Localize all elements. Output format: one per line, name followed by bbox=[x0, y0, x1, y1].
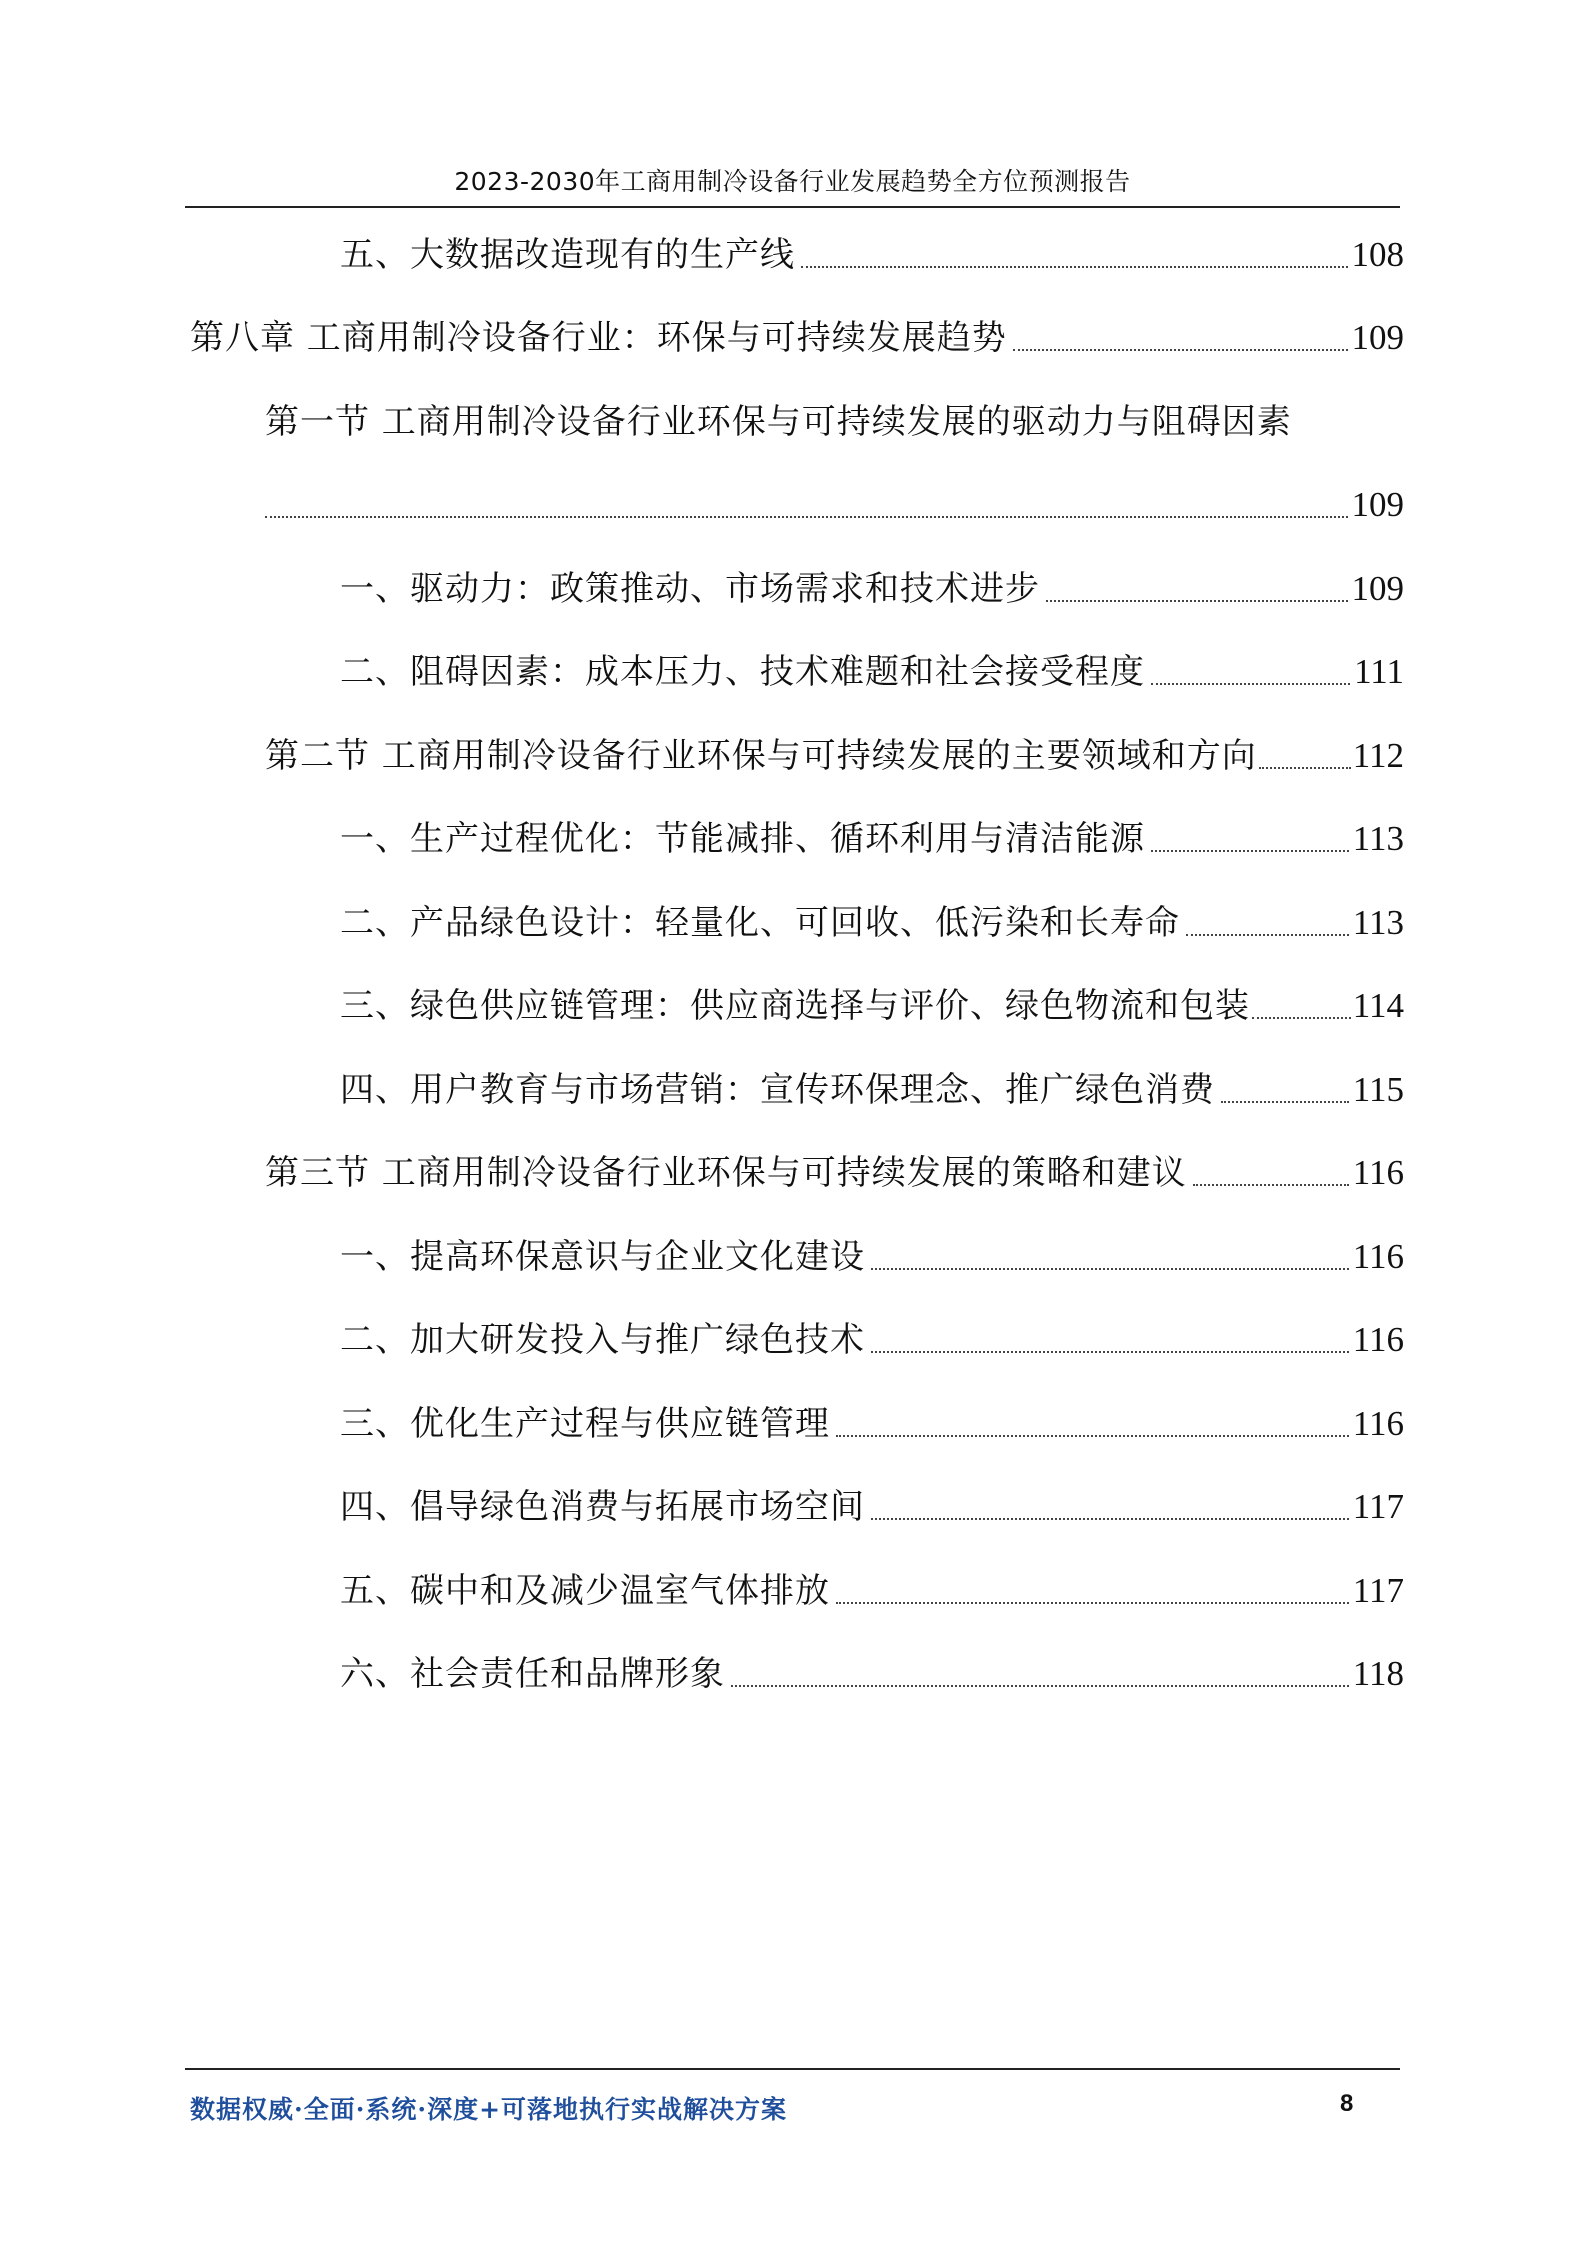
toc-entry[interactable] bbox=[340, 1399, 1404, 1449]
toc-section-entry-continuation[interactable] bbox=[265, 480, 1404, 530]
toc-entry-page: 116 bbox=[1352, 1153, 1404, 1192]
toc-entry-page: 109 bbox=[1351, 569, 1404, 608]
toc-entry[interactable] bbox=[340, 647, 1404, 697]
toc-entry-label: 第三节 工商用制冷设备行业环保与可持续发展的策略和建议 bbox=[265, 1153, 1187, 1193]
toc-entry-page: 116 bbox=[1352, 1237, 1404, 1276]
toc-entry[interactable] bbox=[340, 1649, 1404, 1699]
toc-entry-page: 118 bbox=[1352, 1654, 1404, 1693]
toc-entry-label: 第八章 工商用制冷设备行业：环保与可持续发展趋势 bbox=[190, 318, 1007, 358]
toc-chapter-entry[interactable] bbox=[190, 313, 1404, 363]
toc-entry[interactable] bbox=[340, 1482, 1404, 1532]
toc-section-entry[interactable] bbox=[265, 731, 1404, 781]
toc-dot-leader bbox=[801, 266, 1348, 268]
toc-entry-label: 一、生产过程优化：节能减排、循环利用与清洁能源 bbox=[340, 819, 1145, 859]
toc-dot-leader bbox=[731, 1685, 1349, 1687]
toc-dot-leader bbox=[871, 1351, 1349, 1353]
toc-entry-page: 116 bbox=[1352, 1404, 1404, 1443]
toc-entry-label: 五、大数据改造现有的生产线 bbox=[340, 235, 795, 275]
toc-entry[interactable] bbox=[340, 1315, 1404, 1365]
toc-entry-label: 四、用户教育与市场营销：宣传环保理念、推广绿色消费 bbox=[340, 1070, 1215, 1110]
toc-entry-label: 第二节 工商用制冷设备行业环保与可持续发展的主要领域和方向 bbox=[265, 736, 1257, 776]
toc-dot-leader bbox=[1151, 683, 1350, 685]
document-header-title: 2023-2030年工商用制冷设备行业发展趋势全方位预测报告 bbox=[454, 167, 1131, 196]
toc-entry-page: 117 bbox=[1352, 1487, 1404, 1526]
toc-dot-leader bbox=[1013, 349, 1348, 351]
toc-entry[interactable] bbox=[340, 814, 1404, 864]
toc-dot-leader bbox=[1221, 1101, 1349, 1103]
toc-entry-label: 二、加大研发投入与推广绿色技术 bbox=[340, 1320, 865, 1360]
toc-entry-page: 117 bbox=[1352, 1571, 1404, 1610]
toc-entry[interactable] bbox=[340, 1566, 1404, 1616]
toc-entry[interactable] bbox=[340, 564, 1404, 614]
toc-entry-page: 114 bbox=[1352, 986, 1404, 1025]
toc-entry-label: 三、绿色供应链管理：供应商选择与评价、绿色物流和包装 bbox=[340, 986, 1250, 1026]
toc-entry-page: 115 bbox=[1352, 1070, 1404, 1109]
toc-dot-leader bbox=[871, 1268, 1349, 1270]
toc-dot-leader bbox=[1252, 1017, 1351, 1019]
toc-dot-leader bbox=[1186, 934, 1349, 936]
toc-entry-page: 116 bbox=[1352, 1320, 1404, 1359]
toc-section-entry-label[interactable]: 第一节 工商用制冷设备行业环保与可持续发展的驱动力与阻碍因素 bbox=[265, 402, 1292, 442]
toc-dot-leader bbox=[265, 516, 1348, 518]
toc-dot-leader bbox=[871, 1518, 1349, 1520]
toc-entry-page: 113 bbox=[1352, 819, 1404, 858]
footer-page-number: 8 bbox=[1340, 2090, 1354, 2117]
toc-entry-label: 三、优化生产过程与供应链管理 bbox=[340, 1404, 830, 1444]
toc-dot-leader bbox=[1259, 767, 1351, 769]
toc-dot-leader bbox=[1193, 1184, 1349, 1186]
toc-entry-label: 五、碳中和及减少温室气体排放 bbox=[340, 1571, 830, 1611]
toc-entry-label: 二、产品绿色设计：轻量化、可回收、低污染和长寿命 bbox=[340, 903, 1180, 943]
toc-entry-label: 四、倡导绿色消费与拓展市场空间 bbox=[340, 1487, 865, 1527]
toc-entry-page: 109 bbox=[1351, 318, 1404, 357]
toc-dot-leader bbox=[836, 1435, 1349, 1437]
toc-section-entry[interactable] bbox=[265, 1148, 1404, 1198]
toc-entry-label: 一、驱动力：政策推动、市场需求和技术进步 bbox=[340, 569, 1040, 609]
toc-entry-page: 113 bbox=[1352, 903, 1404, 942]
toc-entry-label: 一、提高环保意识与企业文化建设 bbox=[340, 1237, 865, 1277]
footer-slogan: 数据权威·全面·系统·深度+可落地执行实战解决方案 bbox=[190, 2095, 788, 2124]
toc-entry[interactable] bbox=[340, 230, 1404, 280]
toc-entry-page: 108 bbox=[1351, 235, 1404, 274]
toc-entry-label: 六、社会责任和品牌形象 bbox=[340, 1654, 725, 1694]
toc-dot-leader bbox=[836, 1602, 1349, 1604]
toc-entry-label: 二、阻碍因素：成本压力、技术难题和社会接受程度 bbox=[340, 652, 1145, 692]
toc-entry-page: 109 bbox=[1351, 485, 1404, 524]
toc-dot-leader bbox=[1046, 600, 1348, 602]
toc-entry-page: 112 bbox=[1352, 736, 1404, 775]
toc-entry-page: 111 bbox=[1354, 652, 1404, 691]
footer-divider bbox=[185, 2068, 1400, 2070]
toc-entry[interactable] bbox=[340, 1065, 1404, 1115]
toc-dot-leader bbox=[1151, 850, 1349, 852]
toc-entry[interactable] bbox=[340, 898, 1404, 948]
toc-entry[interactable] bbox=[340, 1232, 1404, 1282]
header-divider bbox=[185, 206, 1400, 208]
toc-entry[interactable] bbox=[340, 981, 1404, 1031]
